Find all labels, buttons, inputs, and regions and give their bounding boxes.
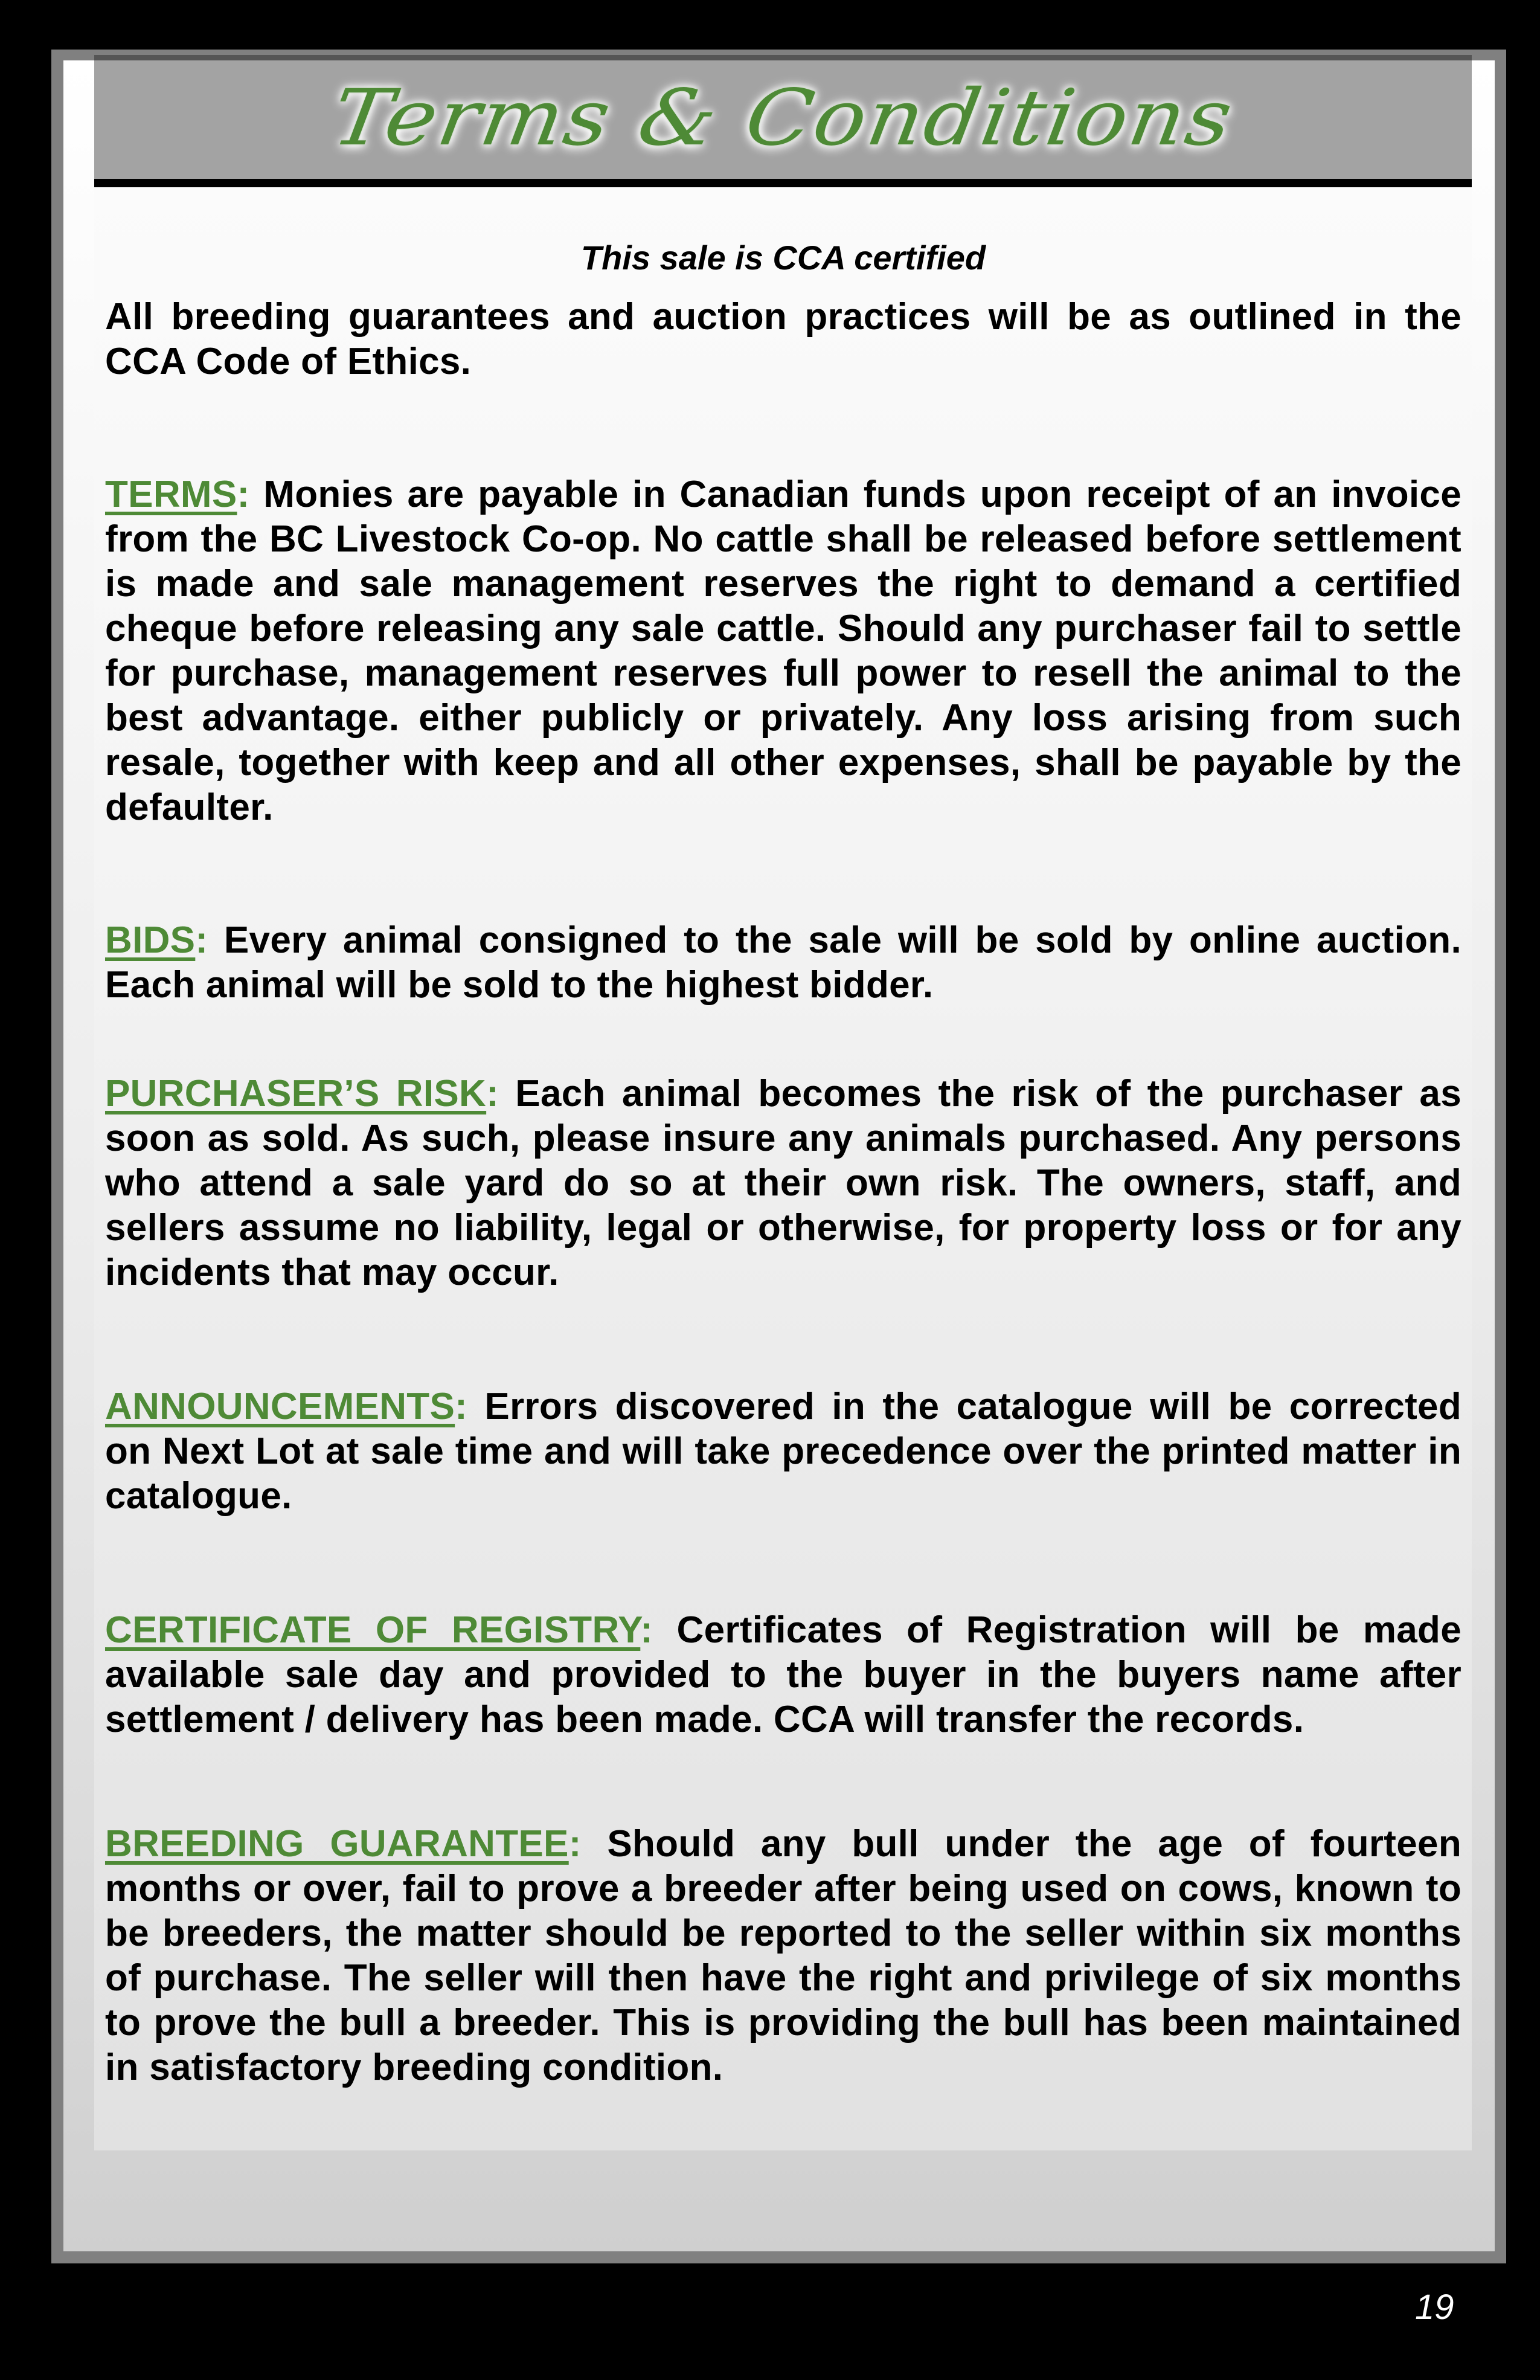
section-purchasers-risk — [105, 1072, 1461, 1295]
section-colon: : — [455, 1386, 468, 1427]
section-label-breeding-guarantee: BREEDING GUARANTEE — [105, 1823, 569, 1865]
section-certificate-of-registry — [105, 1608, 1461, 1742]
header-divider — [94, 179, 1472, 187]
section-text-announcements: Errors discovered in the catalogue will be corrected on Next Lot at sale time and will take precedence over the printed matter in catalogue. — [105, 1386, 1461, 1517]
section-colon: : — [568, 1823, 582, 1865]
page-title: Terms & Conditions — [326, 72, 1240, 163]
section-breeding-guarantee — [105, 1822, 1461, 2090]
terms-content — [94, 187, 1472, 2150]
intro-paragraph: All breeding guarantees and auction practices will be as outlined in the CCA Code of Ethics. — [105, 296, 1461, 382]
section-text-breeding-guarantee: Should any bull under the age of fourteen months or over, fail to prove a breeder after being used on cows, known to be breeders, the matter should be reported to the seller within six months of purchase. The seller will then have the right and privilege of six months to prove the bull a breeder. This is providing the bull has been maintained in satisfactory breeding condition. — [105, 1823, 1461, 2088]
section-label-terms: TERMS — [105, 474, 237, 515]
section-label-bids: BIDS — [105, 919, 196, 961]
section-text-bids: Every animal consigned to the sale will be sold by online auction. Each animal will be sold to the highest bidder. — [105, 919, 1461, 1006]
section-label-certificate-of-registry: CERTIFICATE OF REGISTRY — [105, 1609, 641, 1651]
section-label-announcements: ANNOUNCEMENTS — [105, 1386, 455, 1427]
section-colon: : — [486, 1073, 499, 1114]
section-announcements — [105, 1385, 1461, 1519]
section-label-purchasers-risk: PURCHASER’S RISK — [105, 1073, 487, 1114]
section-colon: : — [237, 474, 250, 515]
section-text-purchasers-risk: Each animal becomes the risk of the purchaser as soon as sold. As such, please insure any animals purchased. Any persons who attend a sale yard do so at their own risk. The owners, staff, and sellers assume no liability, legal or otherwise, for property loss or for any incidents that may occur. — [105, 1073, 1461, 1293]
section-colon: : — [640, 1609, 653, 1651]
section-terms — [105, 472, 1461, 830]
section-bids — [105, 918, 1461, 1008]
certification-note: This sale is CCA certified — [580, 239, 986, 277]
header-banner — [94, 55, 1472, 179]
page-number: 19 — [1415, 2288, 1454, 2327]
section-colon: : — [195, 919, 208, 961]
section-text-terms: Monies are payable in Canadian funds upon receipt of an invoice from the BC Livestock Co-op. No cattle shall be released before settlement is made and sale management reserves the right to demand a certified cheque before releasing any sale cattle. Should any purchaser fail to settle for purchase, management reserves full power to resell the animal to the best advantage. either publicly or privately. Any loss arising from such resale, together with keep and all other expenses, shall be payable by the defaulter. — [105, 474, 1461, 828]
section-text-certificate-of-registry: Certificates of Registration will be made available sale day and provided to the buyer in the buyers name after settlement / delivery has been made. CCA will transfer the records. — [105, 1609, 1461, 1740]
